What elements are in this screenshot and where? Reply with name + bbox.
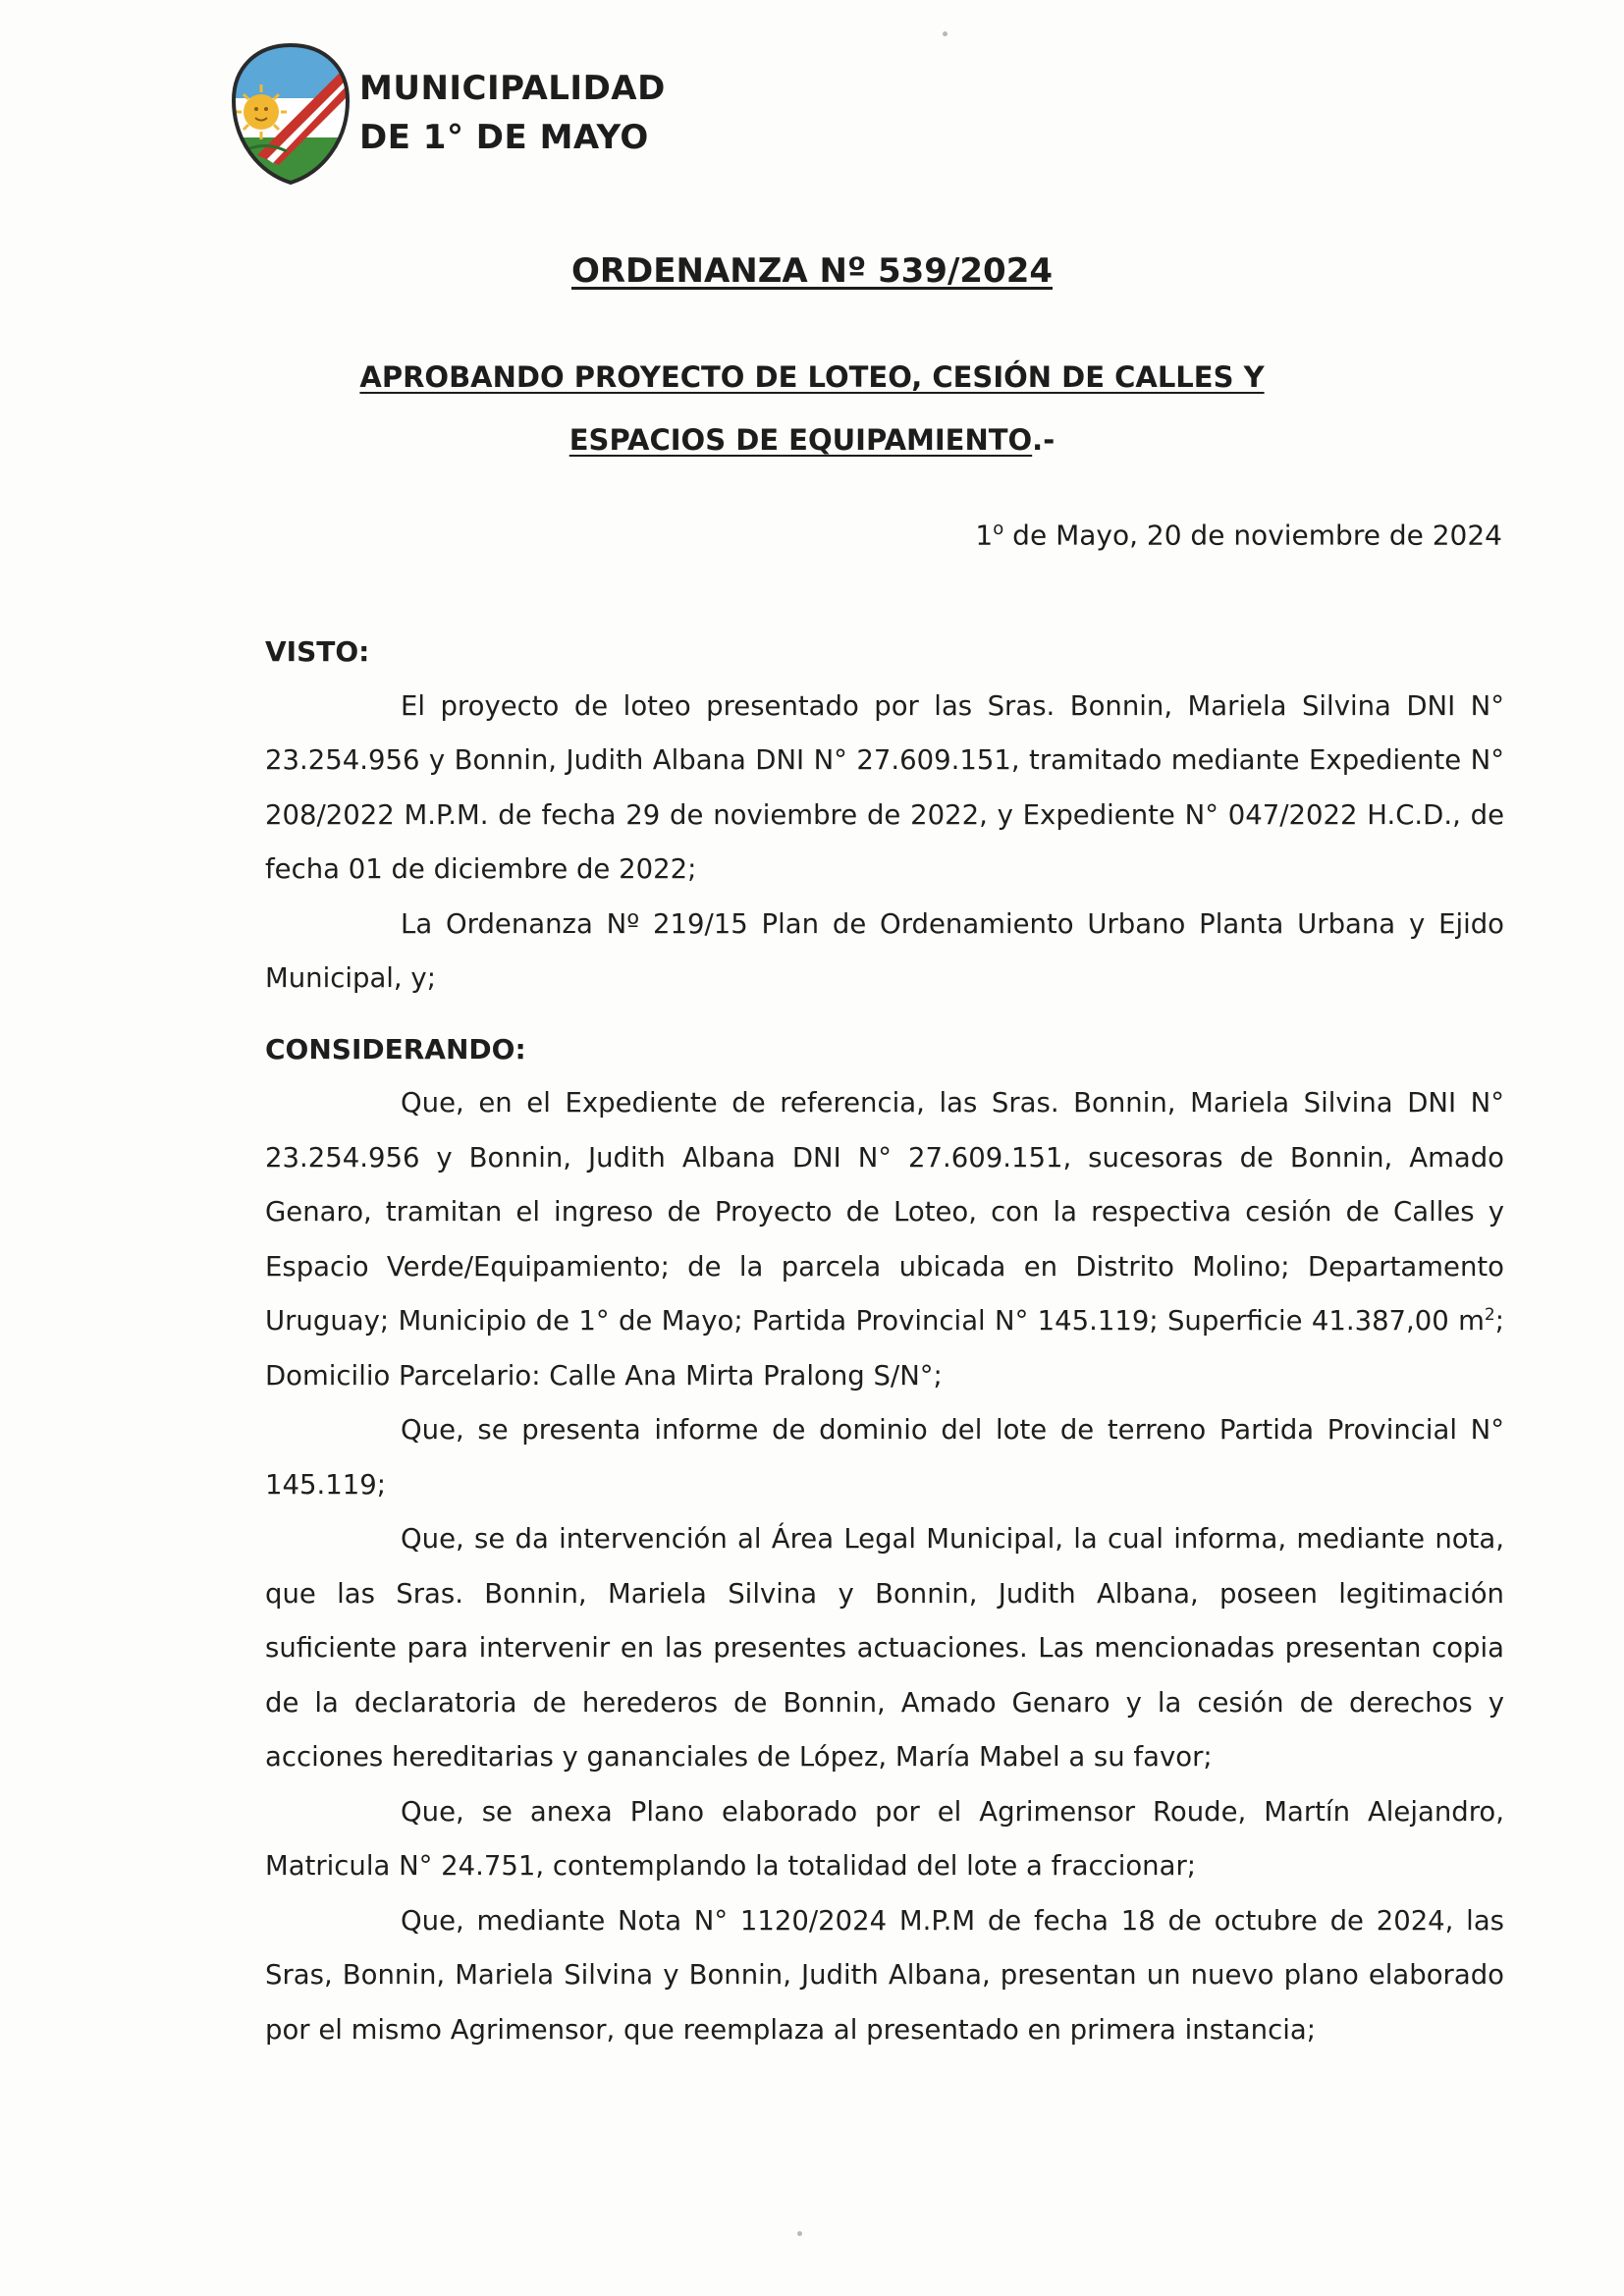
scan-speck: [797, 2231, 802, 2236]
organization-name-line1: MUNICIPALIDAD: [359, 69, 666, 108]
considerando-paragraph: Que, mediante Nota N° 1120/2024 M.P.M de fecha 18 de octubre de 2024, las Sras, Bonnin, Mariela Silvina y Bonnin, Judith Albana, presentan un nuevo plano elaborado por el mismo Agrimensor, que reemplaza al presentado en primera instancia;: [265, 1904, 1504, 2046]
visto-paragraph: La Ordenanza Nº 219/15 Plan de Ordenamiento Urbano Planta Urbana y Ejido Municipal, y;: [265, 907, 1504, 994]
municipal-seal-icon: [228, 39, 353, 187]
document-date: [975, 519, 1502, 551]
considerando-paragraph: Que, se anexa Plano elaborado por el Agrimensor Roude, Martín Alejandro, Matricula N° 24.751, contemplando la totalidad del lote a fraccionar;: [265, 1795, 1504, 1882]
visto-heading: VISTO:: [265, 635, 370, 668]
document-body: [265, 625, 1504, 2057]
date-prefix: 1: [975, 519, 994, 552]
subtitle-suffix: .-: [1032, 423, 1056, 457]
considerando-heading: CONSIDERANDO:: [265, 1032, 526, 1066]
document-title: [0, 251, 1624, 291]
subtitle-line2: ESPACIOS DE EQUIPAMIENTO: [568, 423, 1033, 457]
considerando-paragraph: Que, se presenta informe de dominio del lote de terreno Partida Provincial N° 145.119;: [265, 1414, 1504, 1501]
document-subtitle: [0, 346, 1624, 471]
document-title-text: ORDENANZA Nº 539/2024: [570, 251, 1054, 291]
letterhead: [228, 39, 666, 187]
considerando-p1-superscript: 2: [1484, 1304, 1495, 1325]
date-ordinal: o: [993, 519, 1004, 539]
subtitle-line1: APROBANDO PROYECTO DE LOTEO, CESIÓN DE CALLES Y: [359, 360, 1265, 394]
scan-speck: [943, 31, 947, 36]
considerando-p1-text: Que, en el Expediente de referencia, las Sras. Bonnin, Mariela Silvina DNI N° 23.254.956 y Bonnin, Judith Albana DNI N° 27.609.151, sucesoras de Bonnin, Amado Genaro, tramitan el ingreso de Proyecto de Loteo, con la respectiva cesión de Calles y Espacio Verde/Equipamiento; de la parcela ubicada en Distrito Molino; Departamento Uruguay; Municipio de 1° de Mayo; Partida Provincial N° 145.119; Superficie 41.387,00 m: [265, 1087, 1504, 1337]
organization-name: [359, 64, 666, 162]
considerando-paragraph: [265, 1076, 1504, 1403]
considerando-paragraph: Que, se da intervención al Área Legal Municipal, la cual informa, mediante nota, que las Sras. Bonnin, Mariela Silvina y Bonnin, Judith Albana, poseen legitimación suficiente para intervenir en las presentes actuaciones. Las mencionadas presentan copia de la declaratoria de herederos de Bonnin, Amado Genaro y la cesión de derechos y acciones hereditarias y gananciales de López, María Mabel a su favor;: [265, 1523, 1504, 1773]
organization-name-line2: DE 1° DE MAYO: [359, 118, 649, 157]
considerando-p1-tail: ; Domicilio Parcelario: Calle Ana Mirta Pralong S/N°;: [265, 1305, 1504, 1392]
visto-paragraph: El proyecto de loteo presentado por las Sras. Bonnin, Mariela Silvina DNI N° 23.254.956 y Bonnin, Judith Albana DNI N° 27.609.151, tramitado mediante Expediente N° 208/2022 M.P.M. de fecha 29 de noviembre de 2022, y Expediente N° 047/2022 H.C.D., de fecha 01 de diciembre de 2022;: [265, 689, 1504, 885]
date-rest: de Mayo, 20 de noviembre de 2024: [1003, 519, 1502, 552]
